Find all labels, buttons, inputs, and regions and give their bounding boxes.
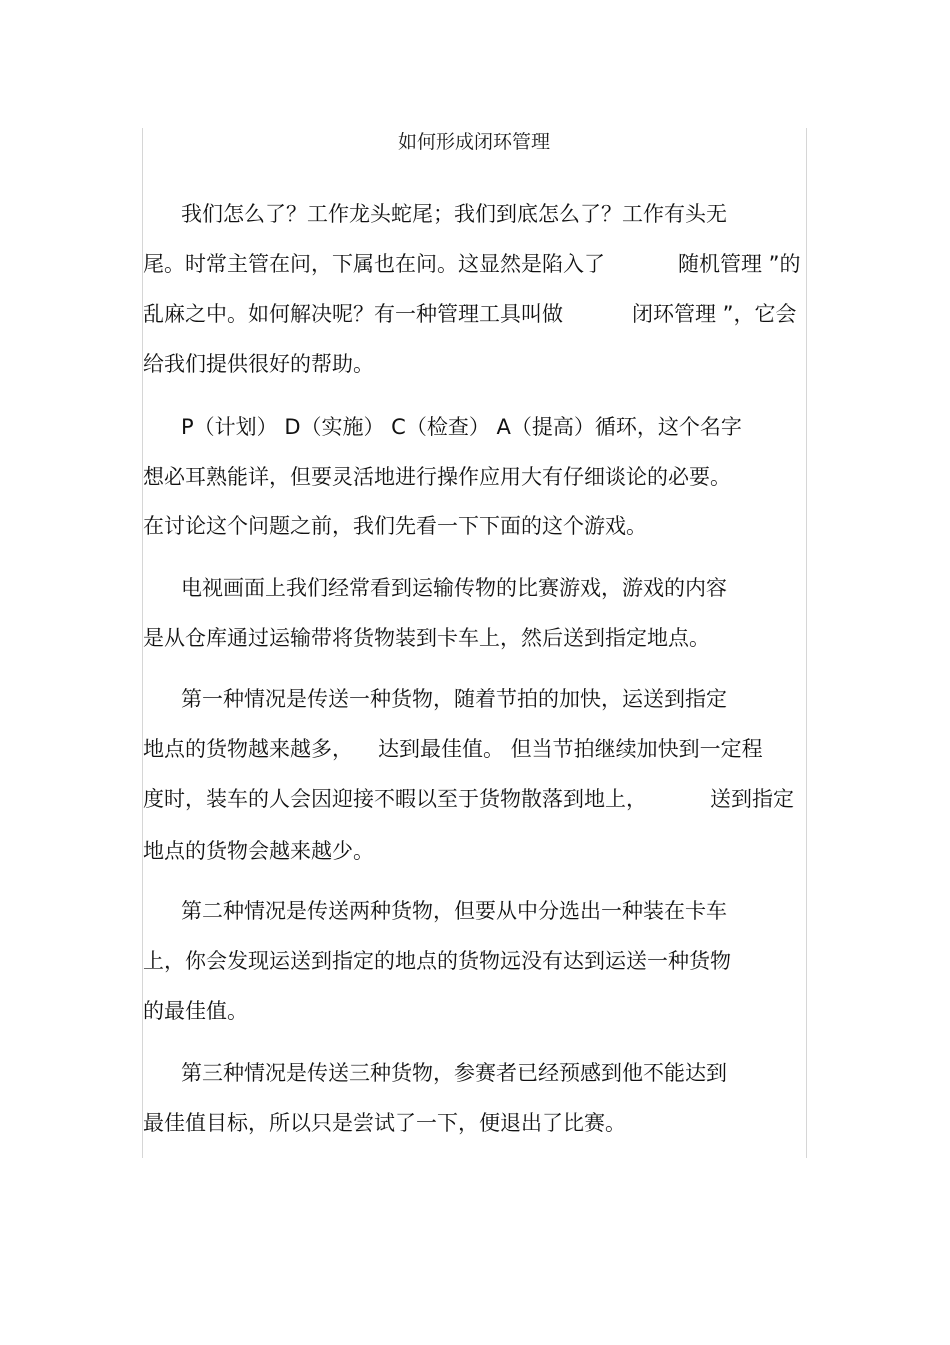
paragraph-5-line-2: 上，你会发现运送到指定的地点的货物远没有达到运送一种货物: [143, 949, 731, 973]
paragraph-4-line-2b: 达到最佳值。 但当节拍继续加快到一定程: [378, 737, 763, 761]
paragraph-6-line-1: 第三种情况是传送三种货物，参赛者已经预感到他不能达到: [181, 1061, 727, 1085]
paragraph-4-line-3b: 送到指定: [710, 787, 794, 811]
document-title: 如何形成闭环管理: [397, 131, 550, 153]
paragraph-5-line-1: 第二种情况是传送两种货物，但要从中分选出一种装在卡车: [181, 899, 727, 923]
paragraph-1-line-4: 给我们提供很好的帮助。: [143, 352, 374, 376]
paragraph-1-line-3a: 乱麻之中。如何解决呢？有一种管理工具叫做: [143, 302, 563, 326]
paragraph-2-line-3: 在讨论这个问题之前，我们先看一下下面的这个游戏。: [143, 514, 647, 538]
paragraph-1-line-2a: 尾。时常主管在问，下属也在问。这显然是陷入了: [143, 252, 605, 276]
paragraph-2-line-1: P（计划） D（实施） C（检查） A（提高）循环，这个名字: [181, 415, 742, 439]
paragraph-6-line-2: 最佳值目标，所以只是尝试了一下，便退出了比赛。: [143, 1111, 626, 1135]
right-margin-line: [806, 128, 807, 1158]
paragraph-4-line-3a: 度时，装车的人会因迎接不暇以至于货物散落到地上，: [143, 787, 647, 811]
paragraph-4-line-2a: 地点的货物越来越多，: [143, 737, 353, 761]
paragraph-1-line-3b: 闭环管理 ”，它会: [632, 302, 797, 326]
paragraph-1-line-2b: 随机管理 ”的: [678, 252, 801, 276]
paragraph-4-line-4: 地点的货物会越来越少。: [143, 839, 374, 863]
paragraph-3-line-1: 电视画面上我们经常看到运输传物的比赛游戏，游戏的内容: [181, 576, 727, 600]
paragraph-4-line-1: 第一种情况是传送一种货物，随着节拍的加快，运送到指定: [181, 687, 727, 711]
paragraph-5-line-3: 的最佳值。: [143, 999, 248, 1023]
paragraph-2-line-2: 想必耳熟能详，但要灵活地进行操作应用大有仔细谈论的必要。: [143, 465, 731, 489]
paragraph-3-line-2: 是从仓库通过运输带将货物装到卡车上，然后送到指定地点。: [143, 626, 710, 650]
paragraph-1-line-1: 我们怎么了？工作龙头蛇尾；我们到底怎么了？工作有头无: [181, 202, 727, 226]
